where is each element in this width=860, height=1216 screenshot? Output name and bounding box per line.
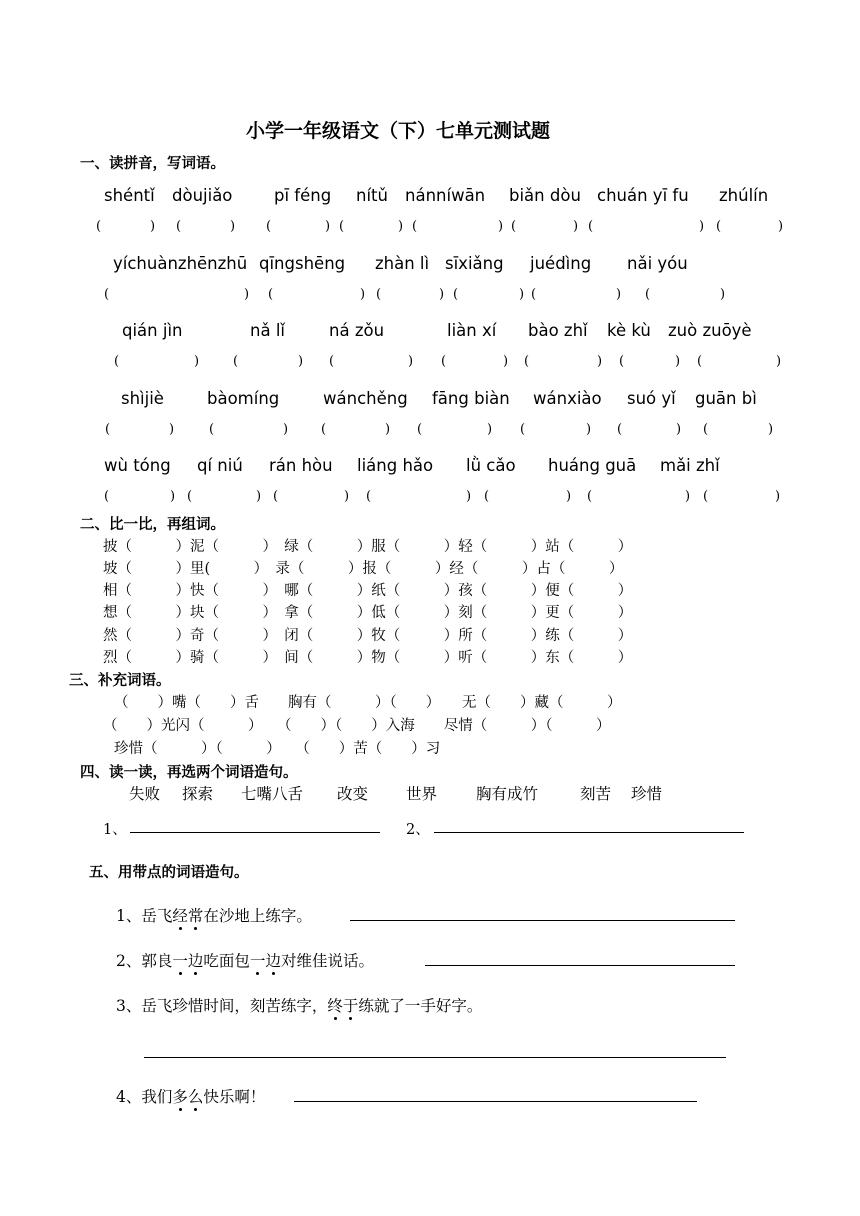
answer-blank[interactable]: ) xyxy=(385,422,391,437)
dotted-char: 多 xyxy=(172,1088,188,1106)
compare-row: 烈（ ）骑（ ） 间（ ）物（ ）听（ ）东（ ） xyxy=(103,650,633,666)
pinyin: fāng biàn xyxy=(432,389,510,408)
answer-blank[interactable]: ) xyxy=(325,219,331,234)
pinyin: wánxiào xyxy=(533,389,602,408)
answer-blank[interactable]: ) xyxy=(439,287,445,302)
answer-blank[interactable]: ( xyxy=(417,422,423,437)
answer-blank[interactable]: ) xyxy=(230,219,236,234)
sentence-4 xyxy=(116,1085,265,1107)
word-bank-item: 刻苦 xyxy=(580,785,612,803)
pinyin: zhúlín xyxy=(719,186,769,205)
answer-blank[interactable]: ( xyxy=(321,422,327,437)
answer-line[interactable] xyxy=(425,965,735,966)
answer-blank[interactable]: ) xyxy=(768,422,774,437)
pinyin: pī féng xyxy=(274,186,332,205)
answer-blank[interactable]: ) xyxy=(573,219,579,234)
dotted-char: 边 xyxy=(187,952,204,970)
pinyin: juédìng xyxy=(530,254,592,273)
answer-line[interactable] xyxy=(294,1101,697,1102)
word-bank-item: 七嘴八舌 xyxy=(241,785,304,803)
answer-blank[interactable]: ) xyxy=(776,354,782,369)
pinyin: ná zǒu xyxy=(329,321,385,340)
answer-blank[interactable]: ) xyxy=(775,489,781,504)
answer-blank[interactable]: ( xyxy=(484,489,490,504)
pinyin: qīngshēng xyxy=(259,254,346,273)
answer-blank[interactable]: ) xyxy=(360,287,366,302)
answer-blank[interactable]: ( xyxy=(209,422,215,437)
pinyin: nítǔ xyxy=(356,186,388,205)
answer-blank[interactable]: ) xyxy=(519,287,525,302)
sentence-3 xyxy=(116,994,482,1016)
answer-blank[interactable]: ( xyxy=(520,422,526,437)
answer-blank[interactable]: ) xyxy=(498,219,504,234)
page-title: 小学一年级语文（下）七单元测试题 xyxy=(246,120,551,142)
pinyin: bào zhǐ xyxy=(528,321,588,340)
answer-blank[interactable]: ( xyxy=(105,422,111,437)
sentence-1 xyxy=(116,904,312,926)
word-bank-item: 失败 xyxy=(129,785,161,803)
answer-blank[interactable]: ( xyxy=(176,219,182,234)
supplement-row: （ ）光闪（ ） （ ）（ ）入海 尽情（ ）（ ） xyxy=(103,718,611,734)
answer-blank[interactable]: ) xyxy=(597,354,603,369)
answer-blank[interactable]: ) xyxy=(586,422,592,437)
answer-blank[interactable]: ( xyxy=(273,489,279,504)
answer-blank[interactable]: ) xyxy=(398,219,404,234)
answer-blank[interactable]: ( xyxy=(703,422,709,437)
pinyin: rán hòu xyxy=(269,456,333,475)
pinyin: huáng guā xyxy=(548,456,637,475)
compare-row: 披（ ）泥（ ） 绿（ ）服（ ）轻（ ）站（ ） xyxy=(103,539,633,555)
sentence-text: 我们 xyxy=(141,1088,173,1106)
answer-blank[interactable]: ) xyxy=(699,219,705,234)
answer-line[interactable] xyxy=(350,920,735,921)
answer-blank[interactable]: ( xyxy=(441,354,447,369)
answer-line[interactable] xyxy=(434,832,744,833)
section-2-heading: 二、比一比，再组词。 xyxy=(80,517,225,533)
answer-blank[interactable]: ) xyxy=(408,354,414,369)
answer-blank[interactable]: ( xyxy=(268,287,274,302)
pinyin: shéntǐ xyxy=(104,186,155,205)
answer-blank[interactable]: ) xyxy=(466,489,472,504)
section-3-heading: 三、补充词语。 xyxy=(69,673,171,689)
answer-blank[interactable]: ) xyxy=(503,354,509,369)
sentence-text: 在沙地上练字。 xyxy=(203,907,312,925)
sentence-text: 快乐啊！ xyxy=(203,1088,266,1106)
sentence-text: 郭良 xyxy=(141,952,173,970)
answer-blank[interactable]: ( xyxy=(645,287,651,302)
section-1-heading: 一、读拼音，写词语。 xyxy=(80,156,225,172)
answer-blank[interactable]: ( xyxy=(366,489,372,504)
answer-blank[interactable]: ) xyxy=(676,422,682,437)
answer-blank[interactable]: ) xyxy=(150,219,156,234)
answer-blank[interactable]: ( xyxy=(697,354,703,369)
answer-blank[interactable]: ) xyxy=(244,287,250,302)
pinyin: qián jìn xyxy=(122,321,183,340)
dotted-char: 终 xyxy=(327,997,343,1015)
answer-blank[interactable]: ) xyxy=(685,489,691,504)
answer-blank[interactable]: ( xyxy=(587,489,593,504)
pinyin: guān bì xyxy=(695,389,757,408)
pinyin: bàomíng xyxy=(207,389,280,408)
section-5-heading: 五、用带点的词语造句。 xyxy=(89,865,249,881)
answer-blank[interactable]: ( xyxy=(524,354,530,369)
answer-blank[interactable]: ( xyxy=(716,219,722,234)
answer-blank[interactable]: ) xyxy=(256,489,262,504)
sentence-number: 2、 xyxy=(116,952,142,970)
compare-row: 相（ ）快（ ） 哪（ ）纸（ ）孩（ ）便（ ） xyxy=(103,583,633,599)
sentence-text: 吃面包 xyxy=(203,952,250,970)
answer-blank[interactable]: ( xyxy=(703,489,709,504)
section-4-heading: 四、读一读，再选两个词语造句。 xyxy=(80,765,298,781)
compare-row: 然（ ）奇（ ） 闭（ ）牧（ ）所（ ）练（ ） xyxy=(103,628,633,644)
answer-blank[interactable]: ) xyxy=(566,489,572,504)
pinyin: lǜ cǎo xyxy=(466,456,516,475)
dotted-char: 常 xyxy=(187,907,204,925)
answer-blank[interactable]: ) xyxy=(487,422,493,437)
answer-blank[interactable]: ) xyxy=(616,287,622,302)
supplement-row: 珍惜（ ）（ ） （ ）苦（ ）习 xyxy=(114,741,441,757)
blank-label: 1、 xyxy=(103,822,127,838)
answer-blank[interactable]: ( xyxy=(453,287,459,302)
pinyin: nánníwān xyxy=(405,186,486,205)
sentence-number: 1、 xyxy=(116,907,142,925)
answer-blank[interactable]: ( xyxy=(617,422,623,437)
dotted-char: 一 xyxy=(172,952,188,970)
word-bank-item: 珍惜 xyxy=(631,785,663,803)
word-bank-item: 胸有成竹 xyxy=(476,785,539,803)
pinyin: nǎ lǐ xyxy=(250,321,285,340)
answer-blank[interactable]: ( xyxy=(588,219,594,234)
answer-blank[interactable]: ) xyxy=(169,422,175,437)
answer-blank[interactable]: ( xyxy=(233,354,239,369)
pinyin: shìjiè xyxy=(121,389,164,408)
pinyin: wánchěng xyxy=(323,389,408,408)
answer-blank[interactable]: ( xyxy=(187,489,193,504)
pinyin: biǎn dòu xyxy=(509,186,581,205)
answer-blank[interactable]: ) xyxy=(194,354,200,369)
pinyin: zuò zuōyè xyxy=(668,321,752,340)
answer-blank[interactable]: ) xyxy=(778,219,784,234)
pinyin: suó yǐ xyxy=(627,389,676,408)
answer-blank[interactable]: ( xyxy=(96,219,102,234)
pinyin: qí niú xyxy=(197,456,243,475)
sentence-number: 3、 xyxy=(116,997,142,1015)
answer-blank[interactable]: ( xyxy=(412,219,418,234)
pinyin: yíchuànzhēnzhū xyxy=(113,254,248,273)
pinyin: nǎi yóu xyxy=(627,254,688,273)
answer-blank[interactable]: ( xyxy=(531,287,537,302)
pinyin: dòujiǎo xyxy=(172,186,233,205)
answer-blank[interactable]: ( xyxy=(114,354,120,369)
answer-blank[interactable]: ) xyxy=(344,489,350,504)
compare-row: 想（ ）块（ ） 拿（ ）低（ ）刻（ ）更（ ） xyxy=(103,605,633,621)
pinyin: zhàn lì xyxy=(375,254,430,273)
dotted-char: 经 xyxy=(172,907,188,925)
answer-blank[interactable]: ( xyxy=(339,219,345,234)
answer-blank[interactable]: ) xyxy=(170,489,176,504)
answer-blank[interactable]: ( xyxy=(511,219,517,234)
answer-line[interactable] xyxy=(130,832,380,833)
sentence-2 xyxy=(116,949,374,971)
pinyin: liàn xí xyxy=(447,321,497,340)
pinyin: wù tóng xyxy=(104,456,171,475)
answer-blank[interactable]: ( xyxy=(619,354,625,369)
answer-blank[interactable]: ( xyxy=(104,489,110,504)
answer-blank[interactable]: ) xyxy=(720,287,726,302)
pinyin: sīxiǎng xyxy=(445,254,504,273)
answer-line[interactable] xyxy=(144,1057,726,1058)
dotted-char: 一 xyxy=(249,952,266,970)
supplement-row: （ ）嘴（ ）舌 胸有（ ）（ ） 无（ ）藏（ ） xyxy=(114,695,622,711)
answer-blank[interactable]: ) xyxy=(298,354,304,369)
word-bank-item: 探索 xyxy=(182,785,214,803)
answer-blank[interactable]: ( xyxy=(376,287,382,302)
pinyin: liáng hǎo xyxy=(357,456,434,475)
answer-blank[interactable]: ) xyxy=(283,422,289,437)
compare-row: 坡（ ）里( ） 录（ ）报（ ）经（ ）占（ ） xyxy=(103,561,624,577)
dotted-char: 边 xyxy=(265,952,281,970)
sentence-text: 岳飞 xyxy=(141,907,173,925)
answer-blank[interactable]: ( xyxy=(104,287,110,302)
answer-blank[interactable]: ) xyxy=(675,354,681,369)
word-bank-item: 世界 xyxy=(406,785,438,803)
blank-label: 2、 xyxy=(406,822,430,838)
word-bank-item: 改变 xyxy=(337,785,369,803)
answer-blank[interactable]: ( xyxy=(266,219,272,234)
answer-blank[interactable]: ( xyxy=(329,354,335,369)
dotted-char: 于 xyxy=(342,997,359,1015)
dotted-char: 么 xyxy=(187,1088,204,1106)
pinyin: mǎi zhǐ xyxy=(660,456,720,475)
sentence-text: 对维佳说话。 xyxy=(280,952,374,970)
sentence-text: 岳飞珍惜时间，刻苦练字， xyxy=(141,997,328,1015)
sentence-number: 4、 xyxy=(116,1088,142,1106)
pinyin: kè kù xyxy=(607,321,651,340)
sentence-text: 练就了一手好字。 xyxy=(358,997,483,1015)
pinyin: chuán yī fu xyxy=(597,186,689,205)
